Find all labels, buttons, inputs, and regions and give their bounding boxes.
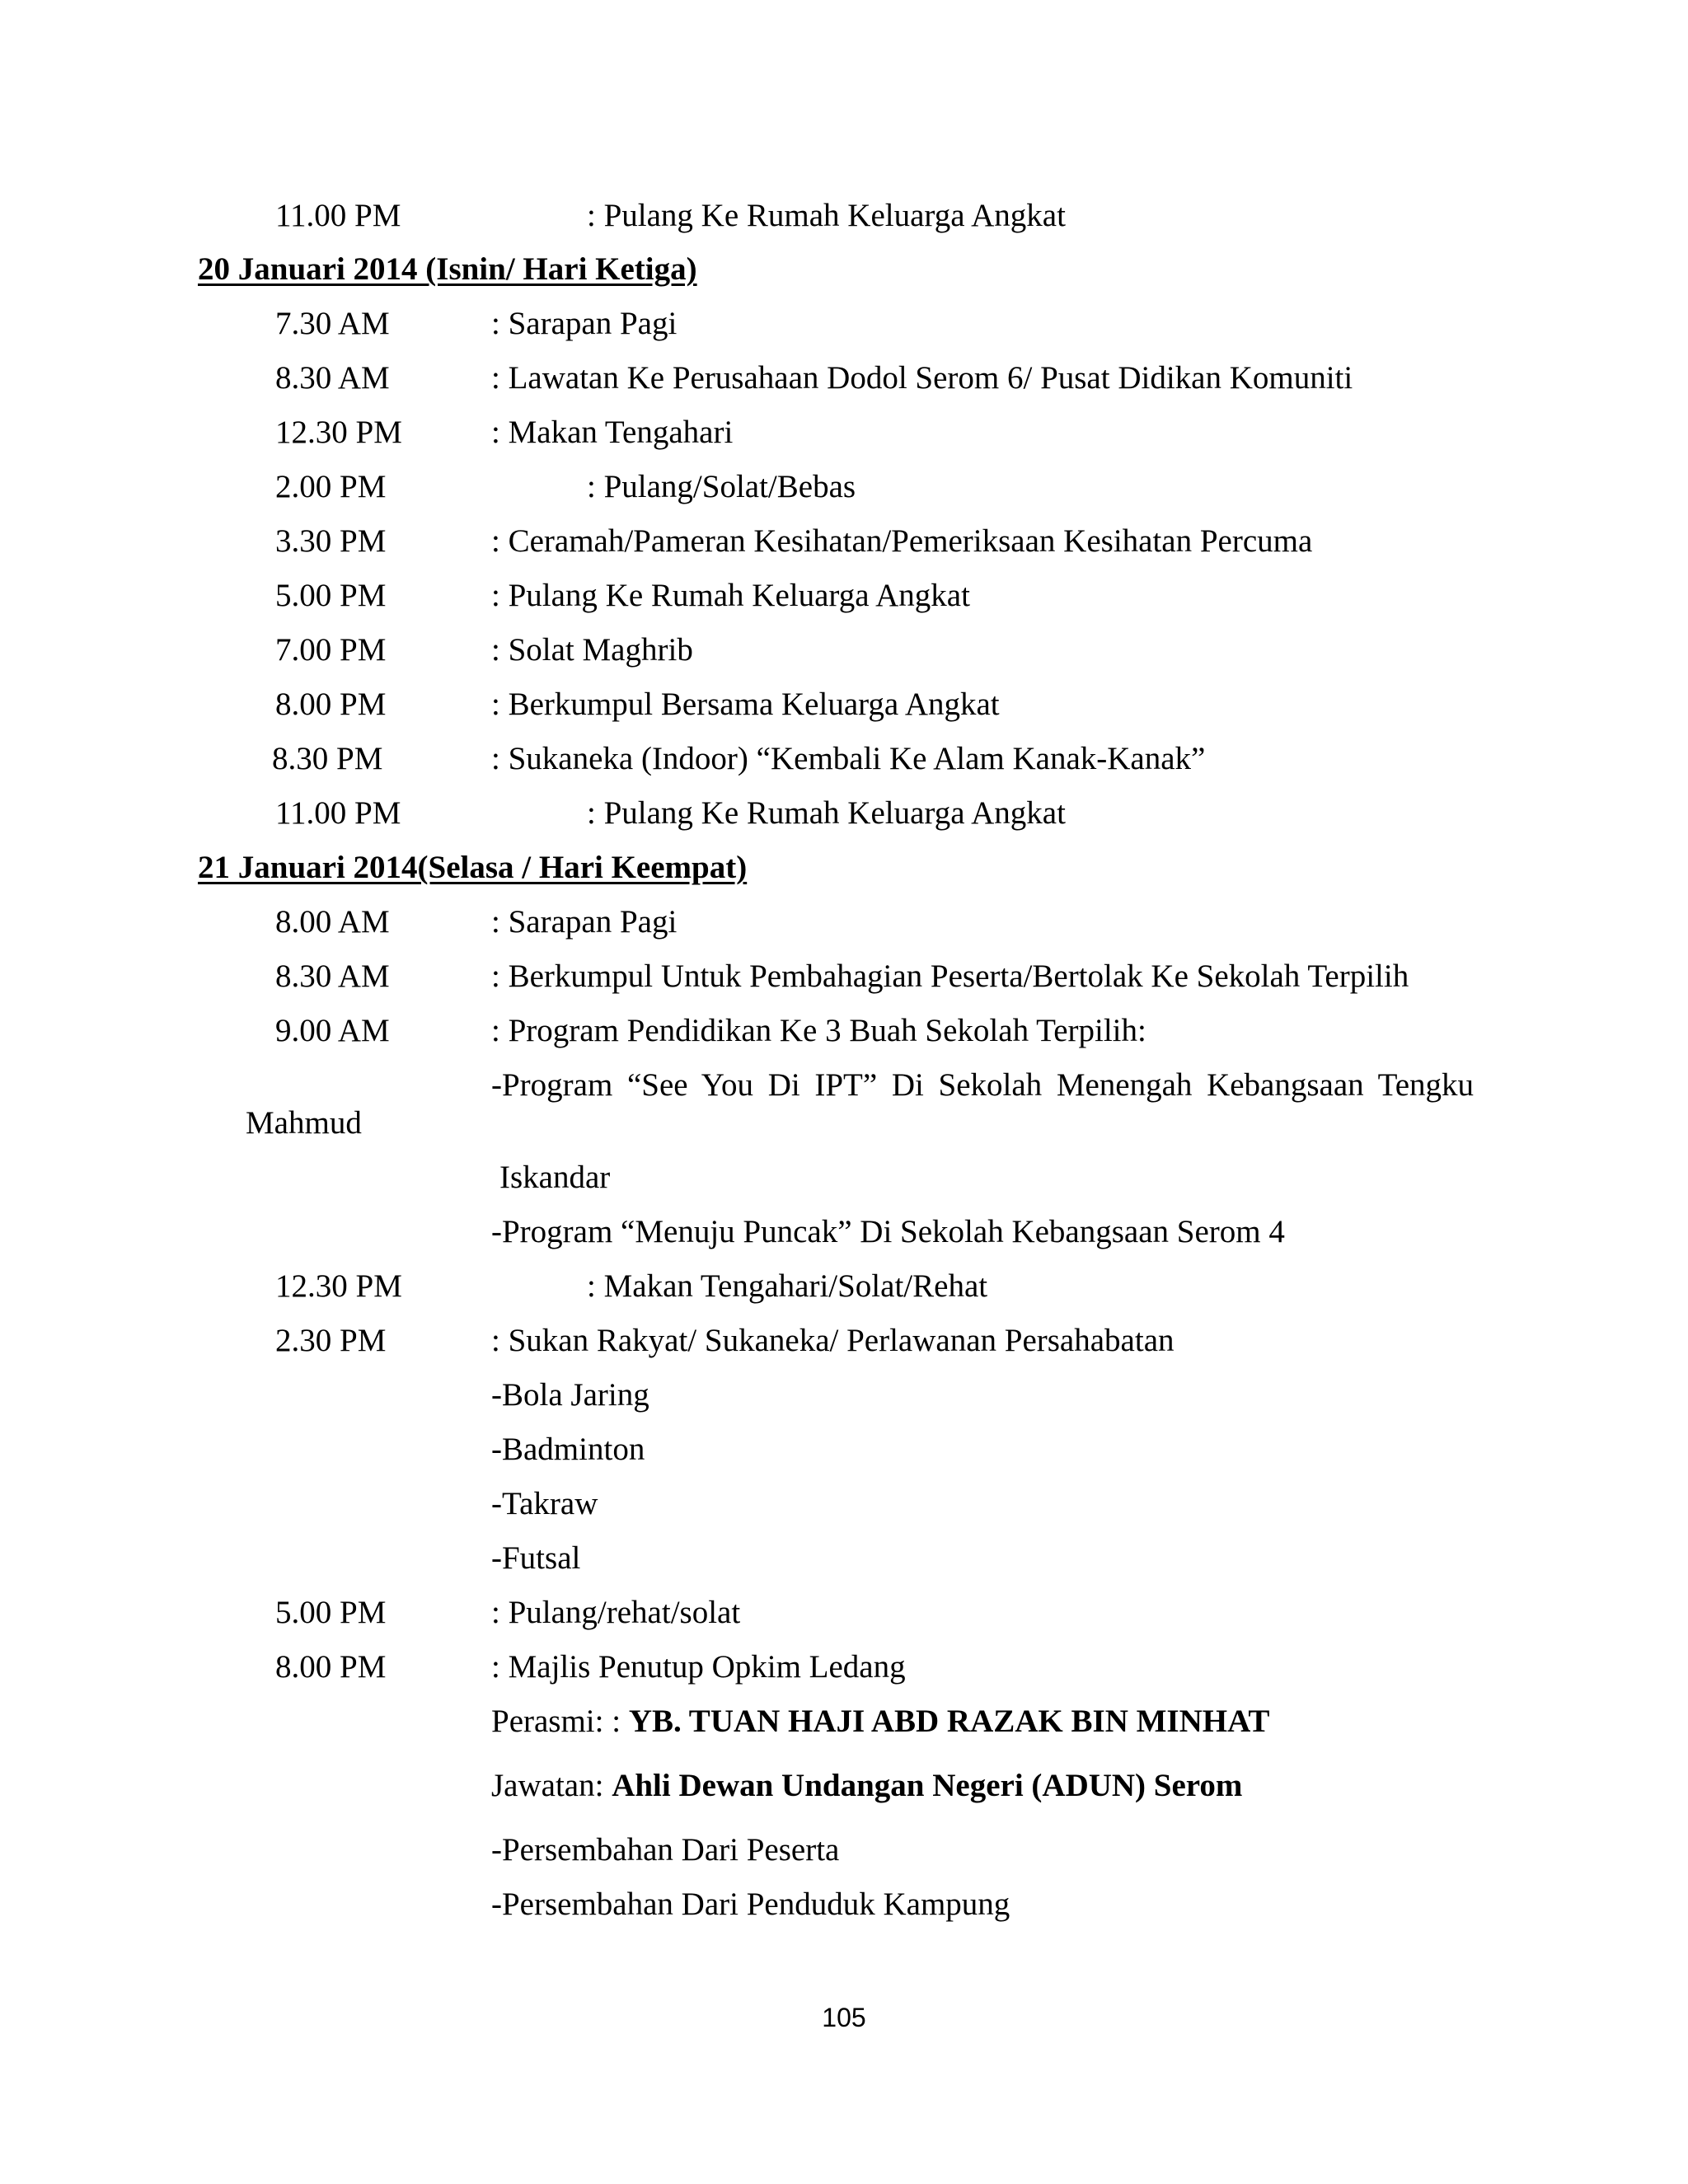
program-word: You [701,1067,754,1103]
schedule-row [0,525,1688,566]
program-cont-line [0,1161,1688,1202]
row-text: : Pulang/Solat/Bebas [587,469,856,504]
row-time: 3.30 PM [275,523,387,559]
row-text: : Pulang Ke Rumah Keluarga Angkat [587,198,1066,233]
schedule-row [0,1270,1688,1311]
schedule-row [0,1324,1688,1366]
row-text: : Ceramah/Pameran Kesihatan/Pemeriksaan Kesihatan Percuma [491,523,1313,559]
schedule-row [0,1596,1688,1638]
row-text: : Berkumpul Untuk Pembahagian Peserta/Bertolak Ke Sekolah Terpilih [491,958,1409,994]
sports-item-text: -Futsal [491,1540,581,1576]
schedule-row [0,634,1688,675]
program-word: Kebangsaan [1207,1067,1364,1103]
perasmi-label: Perasmi: : [491,1704,629,1739]
row-time: 5.00 PM [275,1595,387,1630]
row-time: 11.00 PM [275,795,401,831]
row-text: : Majlis Penutup Opkim Ledang [491,1649,906,1685]
row-text: : Sukan Rakyat/ Sukaneka/ Perlawanan Persahabatan [491,1323,1175,1358]
row-time: 7.00 PM [275,632,387,668]
row-text: : Pulang Ke Rumah Keluarga Angkat [491,578,970,613]
jawatan-text [491,1769,1242,1802]
perasmi-text [491,1705,1269,1737]
performance-item [0,1834,1688,1875]
schedule-row [0,471,1688,512]
row-text: : Solat Maghrib [491,632,693,668]
schedule-row [0,307,1688,349]
row-text: : Makan Tengahari [491,415,734,450]
sports-item [0,1379,1688,1420]
row-text: : Program Pendidikan Ke 3 Buah Sekolah Terpilih: [491,1013,1146,1048]
row-text: : Makan Tengahari/Solat/Rehat [587,1268,988,1304]
program-word: Tengku [1377,1067,1475,1103]
schedule-row [0,743,1688,784]
program-line [0,1216,1688,1257]
schedule-row [0,416,1688,457]
schedule-row [0,797,1688,838]
jawatan-line [0,1769,1688,1811]
schedule-row [0,199,1688,241]
program-word: -Program [491,1067,613,1103]
program-word: “See [626,1067,688,1103]
schedule-row [0,579,1688,621]
jawatan-label: Jawatan: [491,1768,612,1803]
row-time: 5.00 PM [275,578,387,613]
performance-text: -Persembahan Dari Peserta [491,1832,840,1868]
perasmi-line [0,1705,1688,1746]
row-time: 8.00 AM [275,904,390,940]
sports-item-text: -Badminton [491,1432,645,1467]
row-time: 8.30 AM [275,360,390,396]
program-word: IPT” [814,1067,878,1103]
sports-item [0,1488,1688,1529]
sports-item-text: -Takraw [491,1486,598,1521]
schedule-row [0,1015,1688,1056]
schedule-row [0,1651,1688,1692]
row-time: 9.00 AM [275,1013,390,1048]
row-time: 7.30 AM [275,306,390,341]
program-word: Di [767,1067,800,1103]
program-cont-text: Iskandar [499,1160,611,1195]
day4-heading: 21 Januari 2014(Selasa / Hari Keempat) [198,850,748,885]
day3-heading: 20 Januari 2014 (Isnin/ Hari Ketiga) [198,251,697,287]
schedule-row [0,362,1688,403]
row-time: 8.30 PM [272,741,383,776]
performance-text: -Persembahan Dari Penduduk Kampung [491,1886,1010,1922]
schedule-row [0,688,1688,729]
row-text: : Sarapan Pagi [491,306,678,341]
sports-item [0,1433,1688,1474]
sports-item [0,1542,1688,1583]
program-word: Sekolah [938,1067,1043,1103]
program-wrap-line [0,1107,1688,1148]
row-text: : Pulang/rehat/solat [491,1595,741,1630]
program-text: -Program “Menuju Puncak” Di Sekolah Kebangsaan Serom 4 [491,1214,1285,1249]
sports-item-text: -Bola Jaring [491,1377,649,1413]
schedule-row [0,906,1688,947]
row-time: 8.00 PM [275,687,387,722]
row-time: 11.00 PM [275,198,401,233]
program-wrap-text: Mahmud [246,1105,362,1141]
row-time: 2.30 PM [275,1323,387,1358]
program-word: Menengah [1056,1067,1193,1103]
program-word: Di [891,1067,924,1103]
page-number: 105 [822,2003,866,2032]
row-time: 8.00 PM [275,1649,387,1685]
row-text: : Pulang Ke Rumah Keluarga Angkat [587,795,1066,831]
schedule-row [0,960,1688,1001]
row-text: : Lawatan Ke Perusahaan Dodol Serom 6/ Pusat Didikan Komuniti [491,360,1353,396]
row-time: 12.30 PM [275,1268,402,1304]
row-text: : Sukaneka (Indoor) “Kembali Ke Alam Kanak-Kanak” [491,741,1206,776]
row-time: 2.00 PM [275,469,387,504]
jawatan-value: Ahli Dewan Undangan Negeri (ADUN) Serom [612,1768,1243,1803]
perasmi-name: YB. TUAN HAJI ABD RAZAK BIN MINHAT [628,1704,1270,1739]
program-line-justified [491,1069,1474,1101]
row-text: : Berkumpul Bersama Keluarga Angkat [491,687,1000,722]
row-text: : Sarapan Pagi [491,904,678,940]
row-time: 8.30 AM [275,958,390,994]
row-time: 12.30 PM [275,415,402,450]
performance-item [0,1888,1688,1929]
